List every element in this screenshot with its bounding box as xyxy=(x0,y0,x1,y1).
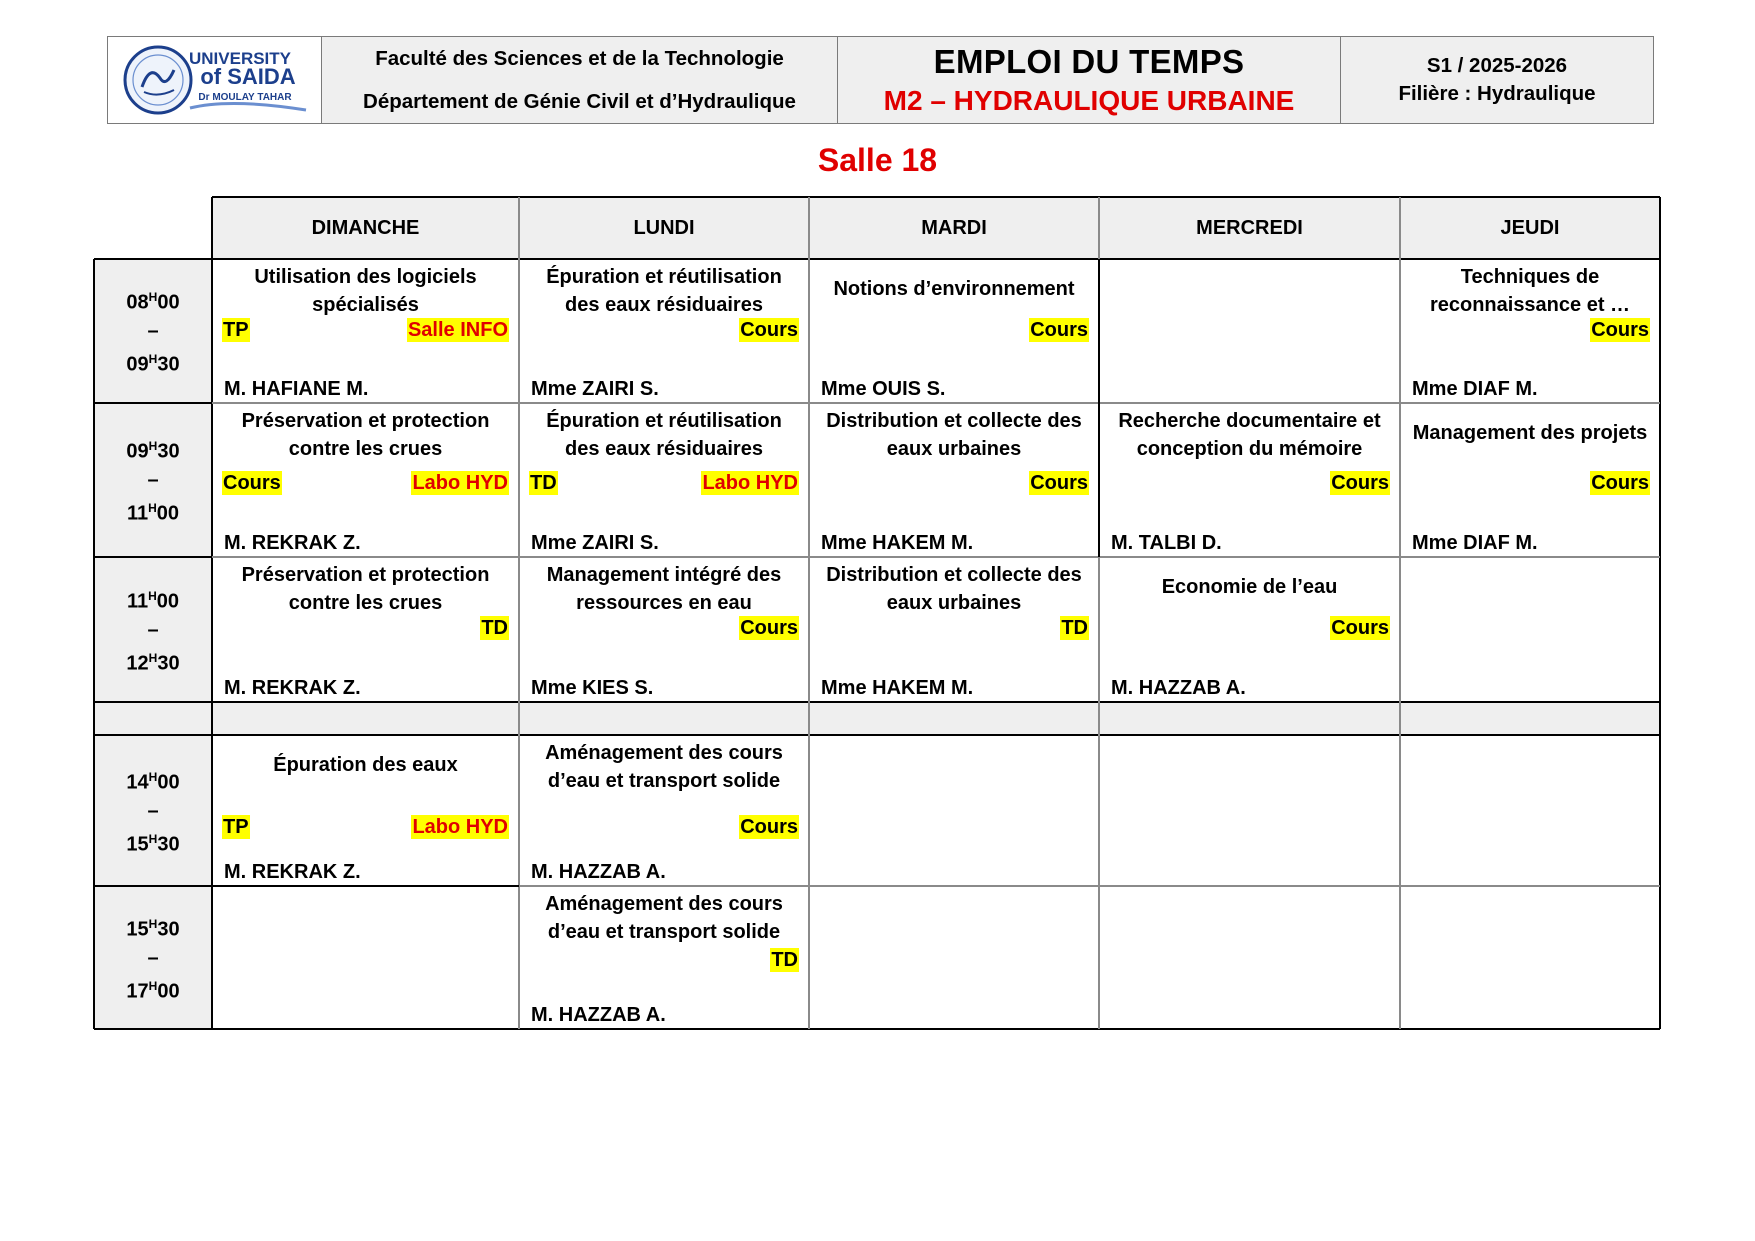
time-slot-1 xyxy=(94,259,212,403)
hour-marker: H xyxy=(148,831,158,846)
lunch-break-row xyxy=(94,702,1660,735)
time-start-hour: 11 xyxy=(126,590,149,613)
time-start-minute: 00 xyxy=(156,590,180,613)
session-teacher: Mme OUIS S. xyxy=(821,378,946,400)
time-end xyxy=(127,494,179,528)
session-teacher: Mme DIAF M. xyxy=(1412,378,1538,400)
department-name: Département de Génie Civil et d’Hydraulique xyxy=(363,89,796,113)
session-s0-dimanche xyxy=(212,259,519,403)
time-start-minute: 00 xyxy=(157,771,180,794)
hour-marker: H xyxy=(148,916,158,931)
grid-line xyxy=(94,701,1660,703)
grid-line xyxy=(94,556,212,558)
time-start-hour: 14 xyxy=(126,771,149,794)
time-end xyxy=(126,825,179,859)
time-end xyxy=(126,345,179,379)
session-teacher: Mme ZAIRI S. xyxy=(531,532,659,554)
session-s4-lundi xyxy=(519,886,809,1029)
session-s1-mercredi xyxy=(1099,403,1400,557)
session-s1-mardi xyxy=(809,403,1099,557)
session-teacher: Mme ZAIRI S. xyxy=(531,378,659,400)
session-type-badge: TD xyxy=(481,617,508,639)
time-slot-5 xyxy=(94,886,212,1029)
session-s1-jeudi xyxy=(1400,403,1660,557)
day-header-mardi: MARDI xyxy=(809,197,1099,259)
session-type-badge: Cours xyxy=(1331,472,1389,494)
time-start-minute: 00 xyxy=(157,292,180,314)
session-subject: Management des projets xyxy=(1412,422,1648,444)
session-subject: Aménagement des cours d’eau et transport solide xyxy=(545,742,783,792)
grid-line xyxy=(94,734,1660,736)
session-s0-jeudi xyxy=(1400,259,1660,403)
session-subject: Préservation et protection contre les crues xyxy=(241,410,490,460)
session-teacher: M. HAZZAB A. xyxy=(531,1004,666,1026)
session-type-badge: TD xyxy=(771,949,798,971)
session-type-badge: Cours xyxy=(1591,319,1649,341)
session-s1-lundi xyxy=(519,403,809,557)
time-separator: – xyxy=(147,946,159,969)
session-subject: Distribution et collecte des eaux urbaines xyxy=(826,410,1082,460)
session-teacher: Mme KIES S. xyxy=(531,677,654,699)
session-type-badge: Cours xyxy=(740,319,798,341)
hour-marker: H xyxy=(148,439,158,454)
session-s3-dimanche xyxy=(212,735,519,886)
session-s0-lundi xyxy=(519,259,809,403)
session-teacher: M. HAZZAB A. xyxy=(1111,677,1246,699)
grid-line xyxy=(93,259,95,1029)
session-teacher: M. REKRAK Z. xyxy=(224,532,361,554)
filiere: Filière : Hydraulique xyxy=(1398,82,1596,105)
session-subject: Aménagement des cours d’eau et transport solide xyxy=(545,893,783,943)
header-box xyxy=(107,36,1654,124)
session-subject: Distribution et collecte des eaux urbaines xyxy=(826,564,1082,614)
grid-line xyxy=(518,197,520,1029)
hour-marker: H xyxy=(148,290,158,305)
day-header-lundi: LUNDI xyxy=(519,197,809,259)
session-teacher: Mme DIAF M. xyxy=(1412,532,1538,554)
semester: S1 / 2025-2026 xyxy=(1426,54,1568,77)
program-title: M2 – HYDRAULIQUE URBAINE xyxy=(883,85,1295,116)
grid-line xyxy=(1399,197,1401,1029)
session-subject: Préservation et protection contre les crues xyxy=(241,564,490,614)
grid-line xyxy=(808,197,810,1029)
time-separator: – xyxy=(147,469,159,491)
time-end-minute: 00 xyxy=(156,502,180,525)
time-start-hour: 08 xyxy=(126,292,149,314)
time-slot-4 xyxy=(94,735,212,886)
grid-line xyxy=(211,197,213,1029)
hour-marker: H xyxy=(148,978,158,993)
time-end-hour: 15 xyxy=(126,833,149,856)
hour-marker: H xyxy=(148,769,158,784)
session-type-badge: Cours xyxy=(223,472,281,494)
grid-line xyxy=(94,1028,1660,1030)
session-s0-mardi xyxy=(809,259,1099,403)
grid-line xyxy=(94,885,212,887)
session-type-badge: TD xyxy=(1061,617,1088,639)
grid-line xyxy=(1659,197,1661,1029)
hour-marker: H xyxy=(148,501,157,515)
session-subject: Management intégré des ressources en eau xyxy=(546,564,782,614)
svg-text:Dr MOULAY TAHAR: Dr MOULAY TAHAR xyxy=(197,92,292,103)
session-subject: Utilisation des logiciels spécialisés xyxy=(254,266,477,316)
title-block xyxy=(838,37,1341,123)
semester-block xyxy=(1341,37,1653,123)
session-subject: Economie de l’eau xyxy=(1161,576,1338,598)
time-end-minute: 30 xyxy=(157,353,180,376)
session-room-badge: Labo HYD xyxy=(702,472,798,494)
session-s2-lundi xyxy=(519,557,809,702)
session-subject: Recherche documentaire et conception du mémoire xyxy=(1118,410,1381,460)
session-s1-dimanche xyxy=(212,403,519,557)
session-subject: Épuration des eaux xyxy=(273,754,458,776)
faculty-block xyxy=(322,37,838,123)
session-s2-mercredi xyxy=(1099,557,1400,702)
session-subject: Épuration et réutilisation des eaux résiduaires xyxy=(546,410,782,460)
session-type-badge: Cours xyxy=(740,816,798,838)
faculty-name: Faculté des Sciences et de la Technologie xyxy=(375,46,784,70)
session-teacher: Mme HAKEM M. xyxy=(821,677,974,699)
time-start xyxy=(126,910,179,944)
svg-text:UNIVERSITY: UNIVERSITY xyxy=(188,49,291,68)
time-end-hour: 11 xyxy=(126,502,149,525)
time-end-hour: 12 xyxy=(126,652,149,675)
hour-marker: H xyxy=(148,352,158,366)
time-end-minute: 00 xyxy=(157,980,180,1003)
session-type-badge: Cours xyxy=(1331,617,1389,639)
university-logo-icon xyxy=(120,42,310,118)
day-header-mercredi: MERCREDI xyxy=(1099,197,1400,259)
time-end-minute: 30 xyxy=(157,833,180,856)
grid-line xyxy=(94,402,1660,404)
university-logo xyxy=(108,37,322,123)
page-title: EMPLOI DU TEMPS xyxy=(933,43,1245,80)
session-subject: Notions d’environnement xyxy=(833,278,1075,300)
session-type-badge: Cours xyxy=(740,617,798,639)
session-type-badge: Cours xyxy=(1030,472,1088,494)
session-type-badge: Cours xyxy=(1591,472,1649,494)
session-type-badge: TP xyxy=(223,319,249,341)
grid-line xyxy=(212,885,519,887)
session-type-badge: TD xyxy=(530,472,557,494)
hour-marker: H xyxy=(148,650,158,665)
grid-line xyxy=(212,258,1660,260)
session-teacher: Mme HAKEM M. xyxy=(821,532,974,554)
time-start-hour: 09 xyxy=(126,441,149,463)
svg-text:of SAIDA: of SAIDA xyxy=(199,64,296,89)
session-room-badge: Labo HYD xyxy=(412,472,508,494)
grid-line xyxy=(212,196,1660,198)
time-end xyxy=(126,972,179,1006)
session-teacher: M. REKRAK Z. xyxy=(224,677,361,699)
session-type-badge: Cours xyxy=(1030,319,1088,341)
time-end xyxy=(126,644,179,678)
time-slot-3 xyxy=(94,557,212,702)
session-subject: Épuration et réutilisation des eaux résiduaires xyxy=(546,266,782,316)
grid-line xyxy=(94,402,212,404)
time-start xyxy=(126,763,179,797)
time-separator: – xyxy=(147,799,159,822)
room-title: Salle 18 xyxy=(817,142,938,178)
session-type-badge: TP xyxy=(223,816,249,838)
session-s2-dimanche xyxy=(212,557,519,702)
grid-line xyxy=(1098,259,1100,557)
time-end-minute: 30 xyxy=(157,652,180,675)
grid-line xyxy=(94,556,1660,558)
time-end-hour: 17 xyxy=(126,980,149,1003)
day-header-jeudi: JEUDI xyxy=(1400,197,1660,259)
session-teacher: M. TALBI D. xyxy=(1111,532,1222,554)
time-end-hour: 09 xyxy=(126,353,149,376)
session-s3-lundi xyxy=(519,735,809,886)
session-teacher: M. HAFIANE M. xyxy=(224,378,369,400)
session-subject: Techniques de reconnaissance et … xyxy=(1429,266,1631,316)
time-start-minute: 30 xyxy=(157,441,180,463)
session-room-badge: Salle INFO xyxy=(407,319,508,341)
day-header-dimanche: DIMANCHE xyxy=(212,197,519,259)
time-separator: – xyxy=(147,618,159,641)
grid-line xyxy=(94,258,212,260)
time-slot-2 xyxy=(94,403,212,557)
time-start xyxy=(126,283,179,317)
session-teacher: M. HAZZAB A. xyxy=(531,861,666,883)
session-s2-mardi xyxy=(809,557,1099,702)
hour-marker: H xyxy=(148,588,157,603)
time-start xyxy=(126,432,179,466)
session-room-badge: Labo HYD xyxy=(412,816,508,838)
time-start-minute: 30 xyxy=(157,918,180,941)
time-separator: – xyxy=(147,320,159,342)
time-start xyxy=(127,582,179,616)
session-teacher: M. REKRAK Z. xyxy=(224,861,361,883)
time-start-hour: 15 xyxy=(126,918,149,941)
